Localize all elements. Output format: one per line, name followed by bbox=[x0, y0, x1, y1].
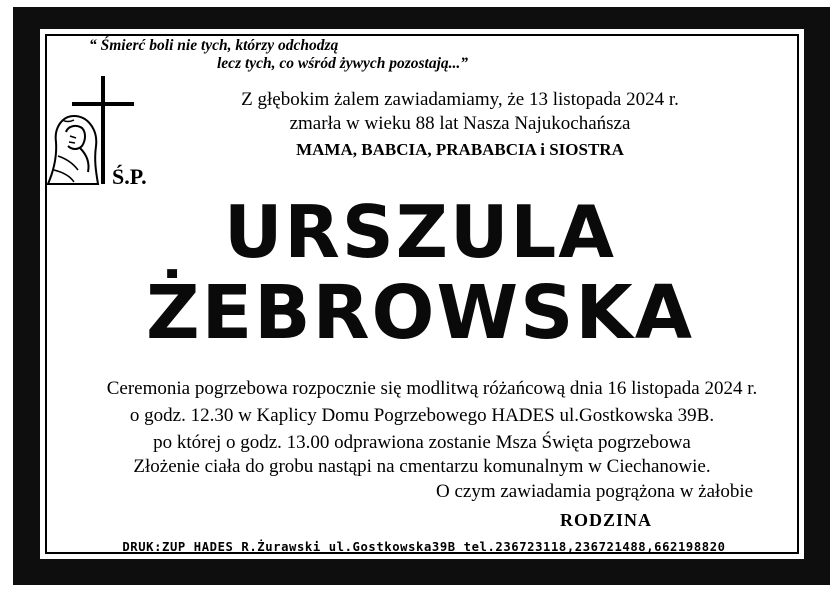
deceased-first-name: URSZULA bbox=[223, 190, 617, 274]
printer-footer: DRUK:ZUP HADES R.Żurawski ul.Gostkowska39B tel.236723118,236721488,662198820 bbox=[122, 540, 726, 554]
ceremony-line-3: po której o godz. 13.00 odprawiona zostanie Msza Święta pogrzebowa bbox=[153, 432, 691, 453]
ceremony-line-2: o godz. 12.30 w Kaplicy Domu Pogrzebowego HADES ul.Gostkowska 39B. bbox=[129, 405, 715, 426]
announcement-line-2: zmarła w wieku 88 lat Nasza Najukochańsza bbox=[289, 113, 631, 134]
sp-symbol: Ś.P. bbox=[112, 164, 147, 189]
quote-line-1: “ Śmierć boli nie tych, którzy odchodzą bbox=[89, 37, 339, 54]
mourning-figure-icon bbox=[48, 116, 98, 184]
family-signature: RODZINA bbox=[560, 510, 653, 530]
quote-line-2: lecz tych, co wśród żywych pozostają...” bbox=[217, 55, 468, 72]
family-roles: MAMA, BABCIA, PRABABCIA i SIOSTRA bbox=[296, 140, 624, 159]
closing-line: O czym zawiadamia pogrążona w żałobie bbox=[436, 481, 754, 502]
deceased-last-name: ŻEBROWSKA bbox=[145, 270, 695, 356]
ceremony-line-1: Ceremonia pogrzebowa rozpocznie się modlitwą różańcową dnia 16 listopada 2024 r. bbox=[106, 378, 758, 399]
announcement-line-1: Z głębokim żalem zawiadamiamy, że 13 listopada 2024 r. bbox=[241, 89, 679, 110]
ceremony-line-4: Złożenie ciała do grobu nastąpi na cmentarzu komunalnym w Ciechanowie. bbox=[133, 456, 711, 477]
